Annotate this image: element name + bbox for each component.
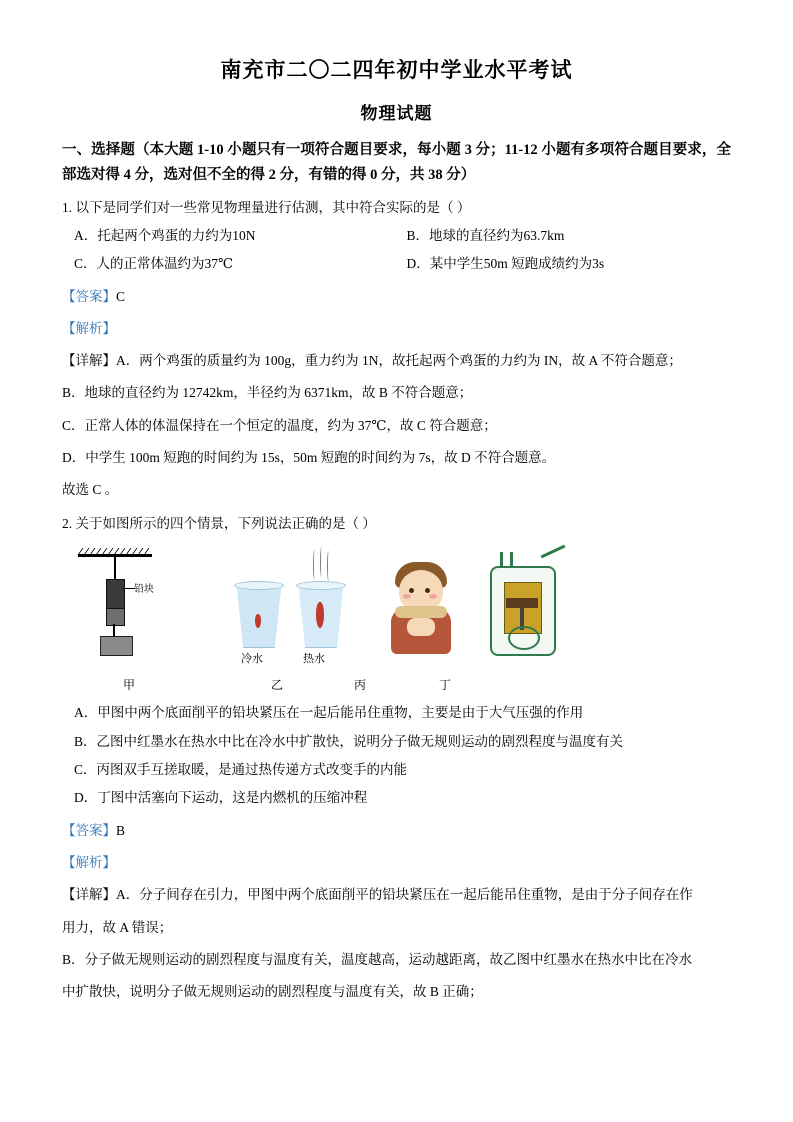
question-2-detail-a2: 用力，故 A 错误； xyxy=(62,919,173,935)
hot-water-cup xyxy=(297,584,343,646)
figure-caption-jia: 甲 xyxy=(122,678,135,693)
question-2-option-c: C．丙图双手互搓取暖，是通过热传递方式改变手的内能 xyxy=(74,761,408,777)
question-1-detail-b: B．地球的直径约为 12742km，半径约为 6371km，故 B 不符合题意； xyxy=(62,385,473,401)
question-1-conclusion: 故选 C 。 xyxy=(62,482,119,498)
engine-pipe xyxy=(541,545,566,559)
question-1-detail-d: D．中学生 100m 短跑的时间约为 15s，50m 短跑的时间约为 7s，故 D 不符合题意。 xyxy=(62,450,556,466)
question-2-option-d: D．丁图中活塞向下运动，这是内燃机的压缩冲程 xyxy=(74,790,368,806)
cold-water-label: 冷水 xyxy=(241,653,263,666)
question-1-option-b: B．地球的直径约为63.7km xyxy=(406,227,565,243)
figure-caption-yi: 乙 xyxy=(270,678,283,693)
question-2-detail-b2: 中扩散快，说明分子做无规则运动的剧烈程度与温度有关，故 B 正确； xyxy=(62,984,483,1000)
answer-value: B xyxy=(116,822,126,838)
steam-icon xyxy=(311,550,333,582)
question-1-option-a: A．托起两个鸡蛋的力约为10N xyxy=(74,227,256,243)
question-1-option-c: C．人的正常体温约为37℃ xyxy=(74,256,234,272)
question-2-detail-a1: 【详解】A．分子间存在引力，甲图中两个底面削平的铅块紧压在一起后能吊住重物，是由于分子间存在作 xyxy=(62,887,693,903)
figure-caption-bing: 丙 xyxy=(353,678,366,693)
hanging-weight xyxy=(100,636,133,656)
question-1-options-row-2 xyxy=(62,251,731,277)
question-2-figure xyxy=(62,548,731,698)
question-1-detail-c: C．正常人体的体温保持在一个恒定的温度，约为 37℃，故 C 符合题意； xyxy=(62,417,497,433)
crank-wheel-icon xyxy=(508,626,540,650)
figure-caption-ding: 丁 xyxy=(438,678,451,693)
question-2-detail-b1: B．分子做无规则运动的剧烈程度与温度有关，温度越高，运动越距离，故乙图中红墨水在热水中比在冷水 xyxy=(62,951,693,967)
lead-block-upper xyxy=(106,579,125,609)
question-2-option-b: B．乙图中红墨水在热水中比在冷水中扩散快，说明分子做无规则运动的剧烈程度与温度有关 xyxy=(74,733,624,749)
figure-engine-cylinder xyxy=(470,548,580,668)
figure-person-rubbing-hands xyxy=(377,548,467,668)
answer-label: 【答案】 xyxy=(62,288,116,304)
question-1-analysis-label xyxy=(62,316,731,342)
question-2-option-a: A．甲图中两个底面削平的铅块紧压在一起后能吊住重物，主要是由于大气压强的作用 xyxy=(74,705,584,721)
answer-label: 【答案】 xyxy=(62,822,116,838)
question-1-options-row-1 xyxy=(62,223,731,249)
question-1-option-d: D．某中学生50m 短跑成绩约为3s xyxy=(406,256,605,272)
figure-lead-blocks xyxy=(72,548,192,668)
scarf-icon xyxy=(395,606,447,618)
question-2-stem: 2. 关于如图所示的四个情景，下列说法正确的是（ ） xyxy=(62,515,376,531)
question-1-detail-a: 【详解】A．两个鸡蛋的质量约为 100g，重力约为 1N，故托起两个鸡蛋的力约为 IN，故 A 不符合题意； xyxy=(62,353,682,369)
answer-value: C xyxy=(116,288,126,304)
question-1-answer xyxy=(62,284,731,310)
page-title: 南充市二〇二四年初中学业水平考试 xyxy=(220,58,573,82)
question-2-answer xyxy=(62,818,731,844)
figure-ink-diffusion xyxy=(227,548,357,668)
lead-block-label: 铅块 xyxy=(134,584,154,596)
cold-water-cup xyxy=(235,584,281,646)
question-2-analysis-label xyxy=(62,850,731,876)
section-heading: 一、选择题（本大题 1-10 小题只有一项符合题目要求，每小题 3 分；11-12 小题有多项符合题目要求，全部选对得 4 分，选对但不全的得 2 分，有错的得 0 分，共 38 分） xyxy=(62,141,731,183)
engine-housing xyxy=(490,566,556,656)
support-rod xyxy=(114,557,116,579)
hot-water-label: 热水 xyxy=(303,653,325,666)
analysis-label: 【解析】 xyxy=(62,854,116,870)
question-1-stem: 1. 以下是同学们对一些常见物理量进行估测，其中符合实际的是（ ） xyxy=(62,200,471,216)
piston-icon xyxy=(506,598,538,608)
hands-icon xyxy=(407,618,435,636)
page-subtitle: 物理试题 xyxy=(360,103,433,123)
analysis-label: 【解析】 xyxy=(62,320,116,336)
